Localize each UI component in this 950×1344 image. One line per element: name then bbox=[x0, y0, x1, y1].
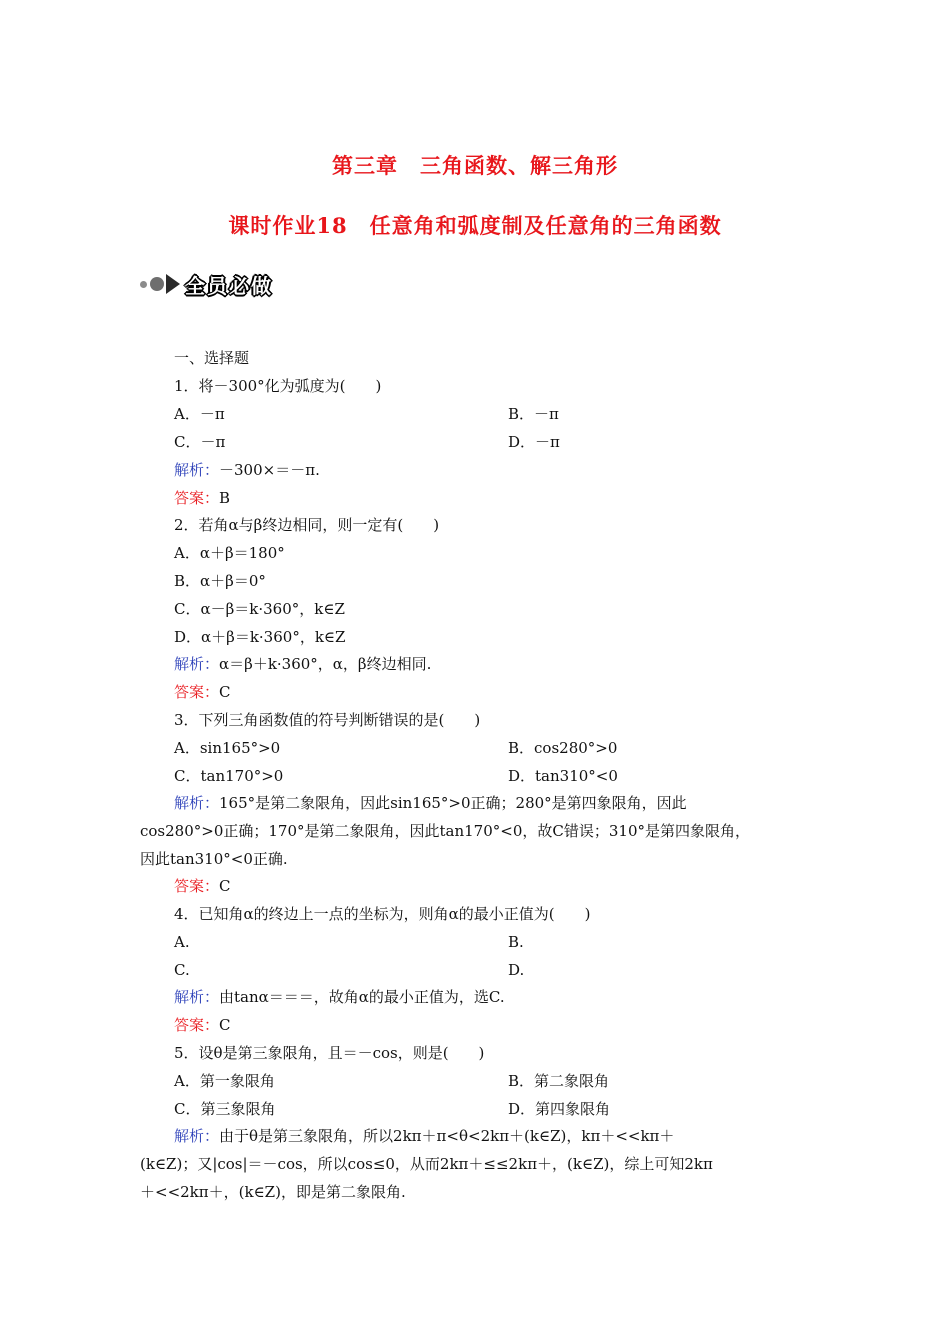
q2-option-d: D．α＋β＝k·360°，k∈Z bbox=[174, 628, 346, 646]
q3-analysis-text-1: 165°是第二象限角，因此sin165°>0正确；280°是第四象限角，因此 bbox=[219, 794, 687, 812]
answer-label: 答案： bbox=[174, 489, 220, 507]
q5-analysis-line-2: (k∈Z)；又|cos|＝－cos，所以cos≤0，从而2kπ＋≤≤2kπ＋，(k∈Z)，综上可知2kπ bbox=[140, 1155, 713, 1173]
q1-option-d: D．－π bbox=[508, 433, 560, 451]
q3-answer-text: C bbox=[219, 877, 231, 895]
answer-label: 答案： bbox=[174, 1016, 220, 1034]
q5-option-d: D．第四象限角 bbox=[508, 1100, 611, 1118]
q4-stem: 4．已知角α的终边上一点的坐标为，则角α的最小正值为( ) bbox=[174, 905, 591, 923]
q4-option-a: A. bbox=[174, 933, 190, 951]
q5-option-c: C．第三象限角 bbox=[174, 1100, 276, 1118]
q5-option-a: A．第一象限角 bbox=[174, 1072, 275, 1090]
q5-stem: 5．设θ是第三象限角，且＝－cos，则是( ) bbox=[174, 1044, 485, 1062]
q3-option-a: A．sin165°>0 bbox=[174, 739, 281, 757]
q5-option-b: B．第二象限角 bbox=[508, 1072, 610, 1090]
q4-answer-text: C bbox=[219, 1016, 231, 1034]
q1-analysis bbox=[174, 460, 320, 480]
large-dot-icon bbox=[150, 277, 164, 291]
q4-analysis-text: 由tanα＝＝＝，故角α的最小正值为，选C. bbox=[219, 988, 505, 1006]
q3-analysis-line-3: 因此tan310°<0正确. bbox=[140, 850, 288, 868]
analysis-label: 解析： bbox=[174, 1127, 220, 1145]
q3-analysis-line-2: cos280°>0正确；170°是第二象限角，因此tan170°<0，故C错误；310°是第四象限角， bbox=[140, 822, 750, 840]
answer-label: 答案： bbox=[174, 683, 220, 701]
q5-analysis-line-3: ＋<<2kπ＋，(k∈Z)，即是第二象限角. bbox=[140, 1183, 406, 1201]
q4-option-c: C. bbox=[174, 961, 190, 979]
q3-analysis bbox=[174, 793, 687, 813]
small-dot-icon bbox=[140, 281, 147, 288]
q4-option-d: D. bbox=[508, 961, 525, 979]
q1-option-b: B．－π bbox=[508, 405, 559, 423]
arrow-icon bbox=[166, 274, 180, 294]
q4-option-b: B. bbox=[508, 933, 524, 951]
q5-analysis bbox=[174, 1126, 674, 1146]
analysis-label: 解析： bbox=[174, 794, 220, 812]
chapter-title: 第三章 三角函数、解三角形 bbox=[332, 153, 618, 178]
q3-stem: 3．下列三角函数值的符号判断错误的是( ) bbox=[174, 711, 481, 729]
q2-option-a: A．α＋β＝180° bbox=[174, 544, 285, 562]
q1-answer-text: B bbox=[219, 489, 231, 507]
q2-answer bbox=[174, 682, 231, 702]
q3-option-d: D．tan310°<0 bbox=[508, 767, 618, 785]
analysis-label: 解析： bbox=[174, 461, 220, 479]
q2-analysis bbox=[174, 654, 431, 674]
q2-answer-text: C bbox=[219, 683, 231, 701]
q1-analysis-text: －300×＝－π. bbox=[219, 461, 320, 479]
analysis-label: 解析： bbox=[174, 988, 220, 1006]
q1-stem: 1．将－300°化为弧度为( ) bbox=[174, 377, 382, 395]
q1-option-c: C．－π bbox=[174, 433, 226, 451]
q4-answer bbox=[174, 1015, 231, 1035]
q3-answer bbox=[174, 876, 231, 896]
q2-option-c: C．α－β＝k·360°，k∈Z bbox=[174, 600, 345, 618]
q4-analysis bbox=[174, 987, 505, 1007]
q5-analysis-text-1: 由于θ是第三象限角，所以2kπ＋π<θ<2kπ＋(k∈Z)，kπ＋<<kπ＋ bbox=[219, 1127, 675, 1145]
section-heading: 一、选择题 bbox=[174, 349, 250, 367]
q2-stem: 2．若角α与β终边相同，则一定有( ) bbox=[174, 516, 440, 534]
q3-option-b: B．cos280°>0 bbox=[508, 739, 618, 757]
q3-option-c: C．tan170°>0 bbox=[174, 767, 284, 785]
q2-analysis-text: α＝β＋k·360°，α，β终边相同. bbox=[219, 655, 432, 673]
answer-label: 答案： bbox=[174, 877, 220, 895]
banner-label: 全员必做 bbox=[185, 273, 273, 298]
q1-answer bbox=[174, 488, 230, 508]
q1-option-a: A．－π bbox=[174, 405, 225, 423]
analysis-label: 解析： bbox=[174, 655, 220, 673]
section-banner bbox=[140, 270, 273, 298]
q2-option-b: B．α＋β＝0° bbox=[174, 572, 266, 590]
lesson-title: 课时作业18 任意角和弧度制及任意角的三角函数 bbox=[228, 213, 722, 238]
